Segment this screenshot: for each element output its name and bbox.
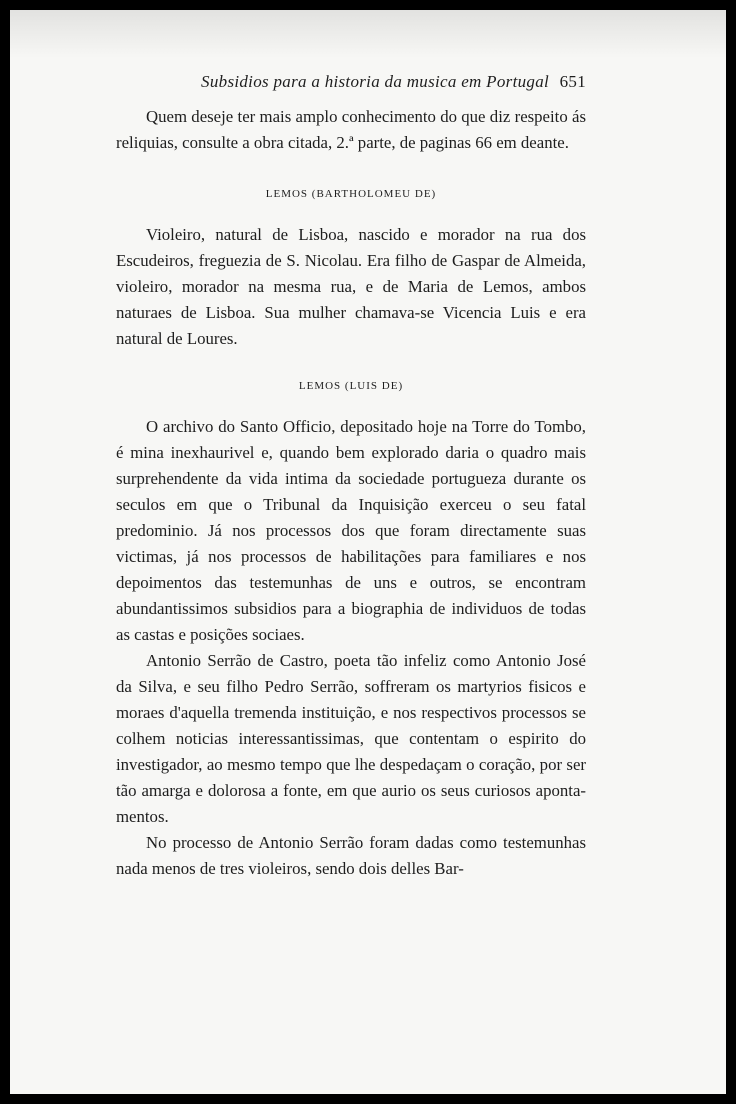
- paragraph-santo-officio: O archivo do Santo Officio, depositado hoje na Torre do Tombo, é mina inexhaurivel e, quando bem explorado daria o quadro mais surprehendente da vida intima da sociedade portugueza durante os seculos em que o Tribunal da Inquisição exerceu o seu fatal predominio. Já nos processos dos que foram directamente suas victimas, já nos processos de habilitações para familiares e nos depoimentos das testemunhas de uns e outros, se encontram abundantissimos subsidios para a biographia de individuos de todas as castas e posições sociaes.: [116, 417, 586, 644]
- section-heading-luis: LEMOS (LUIS DE): [298, 380, 404, 392]
- paragraph-bartholomeu: Violeiro, natural de Lisboa, nascido e morador na rua dos Escudeiros, freguezia de S. Nicolau. Era filho de Gaspar de Almeida, violeiro, morador na mesma rua, e de Maria de Lemos, ambos naturaes de Lisboa. Sua mulher chamava-se Vicencia Luis e era natural de Loures.: [116, 225, 586, 348]
- book-page: [10, 10, 726, 1094]
- paragraph-reliquias: Quem deseje ter mais amplo conhecimento do que diz respeito ás reliquias, consulte a obra citada, 2.ª parte, de paginas 66 em deante.: [116, 107, 586, 152]
- running-head: [116, 72, 586, 92]
- page-number: 651: [559, 72, 586, 91]
- paragraph-serrao-castro: Antonio Serrão de Castro, poeta tão infeliz como Antonio José da Silva, e seu filho Pedro Serrão, soffreram os martyrios fisicos e moraes d'aquella tremenda instituição, e nos respectivos processos se colhem noticias interessantissimas, que contentam o espirito do investigador, ao mesmo tempo que lhe despedaçam o coração, por ser tão amarga e dolorosa a fonte, em que aurio os seus curiosos apontamentos.: [116, 651, 586, 826]
- section-heading-bartholomeu: LEMOS (BARTHOLOMEU DE): [265, 188, 437, 200]
- scan-shading: [10, 10, 726, 58]
- page-content: [116, 72, 586, 882]
- paragraph-processo: No processo de Antonio Serrão foram dadas como testemunhas nada menos de tres violeiros, sendo dois delles Bar-: [116, 833, 586, 878]
- running-title: Subsidios para a historia da musica em Portugal: [201, 72, 550, 91]
